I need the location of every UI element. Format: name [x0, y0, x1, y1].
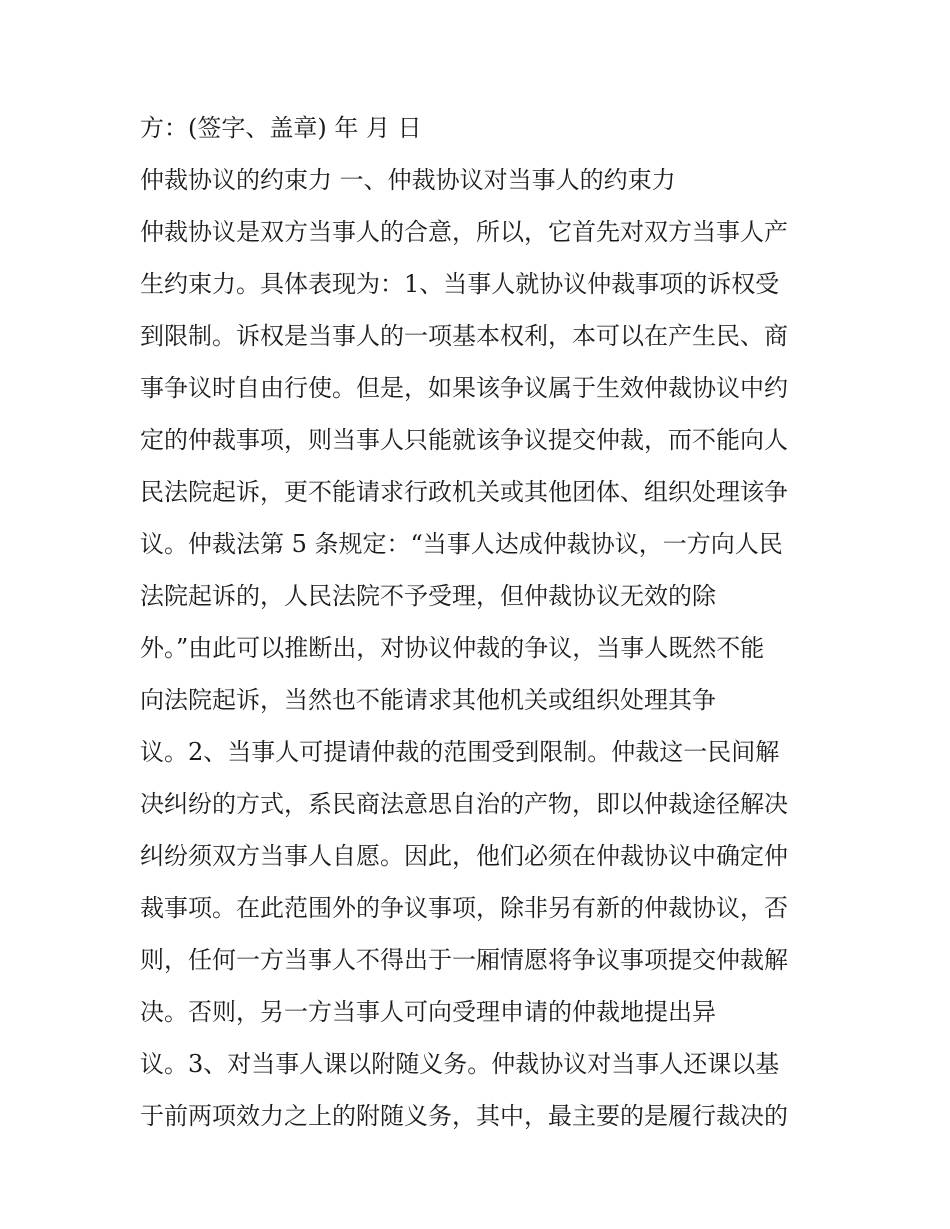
text-line: 民法院起诉，更不能请求行政机关或其他团体、组织处理该争: [140, 478, 788, 506]
text-line: 纠纷须双方当事人自愿。因此，他们必须在仲裁协议中确定仲: [140, 842, 788, 870]
text-line: 则，任何一方当事人不得出于一厢情愿将争议事项提交仲裁解: [140, 946, 788, 974]
text-line: 外。”由此可以推断出，对协议仲裁的争议，当事人既然不能: [140, 634, 765, 662]
text-line: 法院起诉的，人民法院不予受理，但仲裁协议无效的除: [140, 582, 716, 610]
text-line: 议。3、对当事人课以附随义务。仲裁协议对当事人还课以基: [140, 1050, 780, 1078]
text-line: 议。2、当事人可提请仲裁的范围受到限制。仲裁这一民间解: [140, 738, 780, 766]
text-line: 决。否则，另一方当事人可向受理申请的仲裁地提出异: [140, 998, 716, 1026]
text-line: 仲裁协议是双方当事人的合意，所以，它首先对双方当事人产: [140, 218, 788, 246]
text-line: 向法院起诉，当然也不能请求其他机关或组织处理其争: [140, 686, 716, 714]
text-line: 议。仲裁法第 5 条规定：“当事人达成仲裁协议，一方向人民: [140, 530, 783, 558]
text-line: 决纠纷的方式，系民商法意思自治的产物，即以仲裁途径解决: [140, 790, 788, 818]
text-line: 事争议时自由行使。但是，如果该争议属于生效仲裁协议中约: [140, 374, 788, 402]
text-line: 定的仲裁事项，则当事人只能就该争议提交仲裁，而不能向人: [140, 426, 788, 454]
text-line: 方：(签字、盖章) 年 月 日: [140, 114, 422, 142]
text-line: 裁事项。在此范围外的争议事项，除非另有新的仲裁协议，否: [140, 894, 788, 922]
text-line: 于前两项效力之上的附随义务，其中，最主要的是履行裁决的: [140, 1102, 788, 1130]
text-line: 生约束力。具体表现为：1、当事人就协议仲裁事项的诉权受: [140, 270, 780, 298]
text-line: 仲裁协议的约束力 一、仲裁协议对当事人的约束力: [140, 166, 676, 194]
text-line: 到限制。诉权是当事人的一项基本权利，本可以在产生民、商: [140, 322, 788, 350]
